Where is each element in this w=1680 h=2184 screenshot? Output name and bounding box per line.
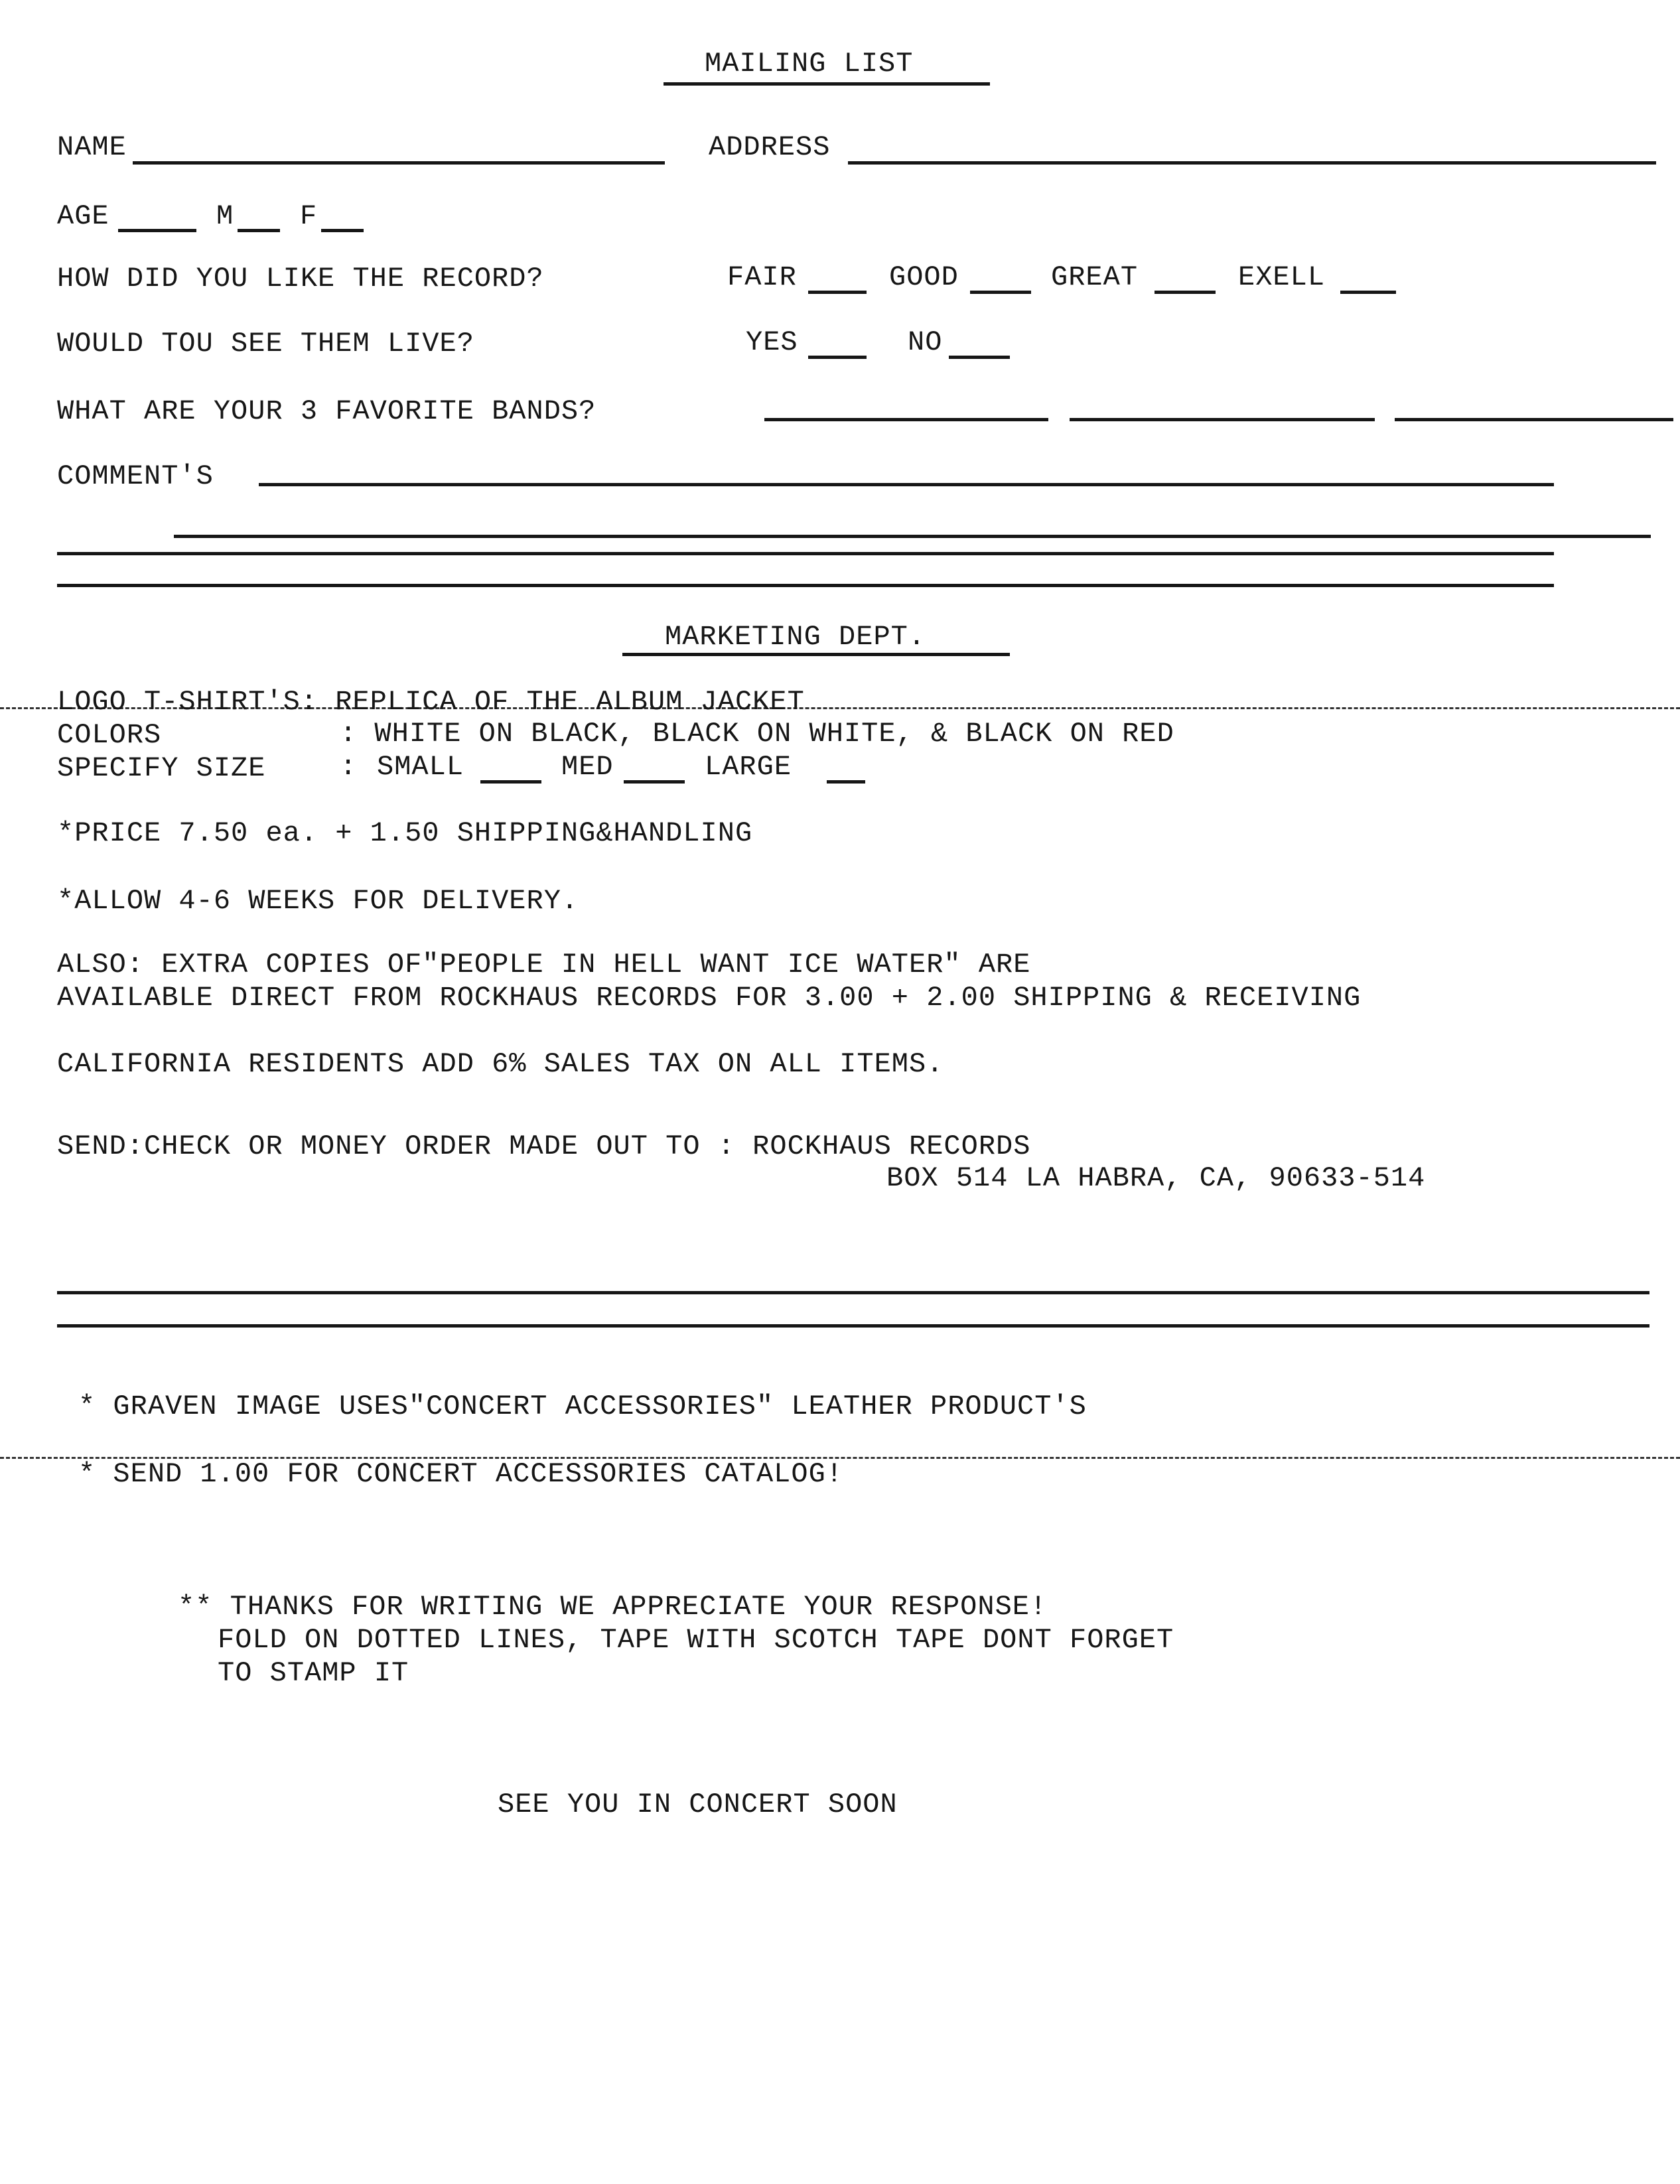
- send-line-2: BOX 514 LA HABRA, CA, 90633-514: [886, 1162, 1426, 1194]
- female-field[interactable]: [321, 229, 364, 232]
- divider-line-2: [57, 1324, 1649, 1328]
- size-small-field[interactable]: [480, 780, 541, 784]
- size-large-field[interactable]: [827, 780, 865, 784]
- mailing-list-title-underline: [664, 82, 990, 86]
- band-field-3[interactable]: [1395, 418, 1673, 421]
- thanks-line-3: TO STAMP IT: [218, 1657, 409, 1689]
- marketing-title: MARKETING DEPT.: [665, 621, 926, 653]
- address-label: ADDRESS: [709, 131, 831, 163]
- live-no-field[interactable]: [949, 356, 1010, 359]
- rating-great-field[interactable]: [1155, 291, 1216, 294]
- age-field[interactable]: [118, 229, 196, 232]
- size-small-label: SMALL: [377, 751, 464, 783]
- rating-good-field[interactable]: [970, 291, 1031, 294]
- comments-field-1[interactable]: [259, 483, 1554, 486]
- delivery-line: *ALLOW 4-6 WEEKS FOR DELIVERY.: [57, 885, 579, 917]
- also-line-2: AVAILABLE DIRECT FROM ROCKHAUS RECORDS FOR 3.00 + 2.00 SHIPPING & RECEIVING: [57, 982, 1362, 1014]
- rating-great-label: GREAT: [1051, 261, 1139, 293]
- record-question: HOW DID YOU LIKE THE RECORD?: [57, 263, 544, 295]
- graven-line: * GRAVEN IMAGE USES"CONCERT ACCESSORIES" LEATHER PRODUCT'S: [78, 1391, 1087, 1422]
- rating-exell-field[interactable]: [1340, 291, 1396, 294]
- rating-fair-field[interactable]: [808, 291, 867, 294]
- send-line-1: SEND:CHECK OR MONEY ORDER MADE OUT TO : ROCKHAUS RECORDS: [57, 1130, 1031, 1162]
- catalog-line: * SEND 1.00 FOR CONCERT ACCESSORIES CATALOG!: [78, 1458, 843, 1490]
- band-field-1[interactable]: [764, 418, 1048, 421]
- also-line-1: ALSO: EXTRA COPIES OF"PEOPLE IN HELL WANT ICE WATER" ARE: [57, 949, 1031, 981]
- comments-field-4[interactable]: [57, 584, 1554, 587]
- divider-line-1: [57, 1291, 1649, 1294]
- live-yes-label: YES: [746, 326, 798, 358]
- size-label: SPECIFY SIZE: [57, 752, 266, 784]
- size-med-label: MED: [561, 751, 614, 783]
- male-field[interactable]: [238, 229, 280, 232]
- bands-question: WHAT ARE YOUR 3 FAVORITE BANDS?: [57, 395, 596, 427]
- rating-exell-label: EXELL: [1238, 261, 1326, 293]
- live-yes-field[interactable]: [808, 356, 867, 359]
- mailing-list-title: MAILING LIST: [705, 48, 914, 80]
- live-question: WOULD TOU SEE THEM LIVE?: [57, 328, 474, 360]
- size-med-field[interactable]: [624, 780, 685, 784]
- address-field[interactable]: [848, 161, 1656, 165]
- colors-value: : WHITE ON BLACK, BLACK ON WHITE, & BLACK ON RED: [340, 718, 1174, 750]
- size-large-label: LARGE: [705, 751, 792, 783]
- rating-good-label: GOOD: [889, 261, 959, 293]
- comments-field-2[interactable]: [174, 535, 1651, 538]
- thanks-line-2: FOLD ON DOTTED LINES, TAPE WITH SCOTCH TAPE DONT FORGET: [218, 1624, 1174, 1656]
- comments-field-3[interactable]: [57, 552, 1554, 555]
- band-field-2[interactable]: [1070, 418, 1375, 421]
- thanks-line-1: ** THANKS FOR WRITING WE APPRECIATE YOUR RESPONSE!: [178, 1591, 1048, 1623]
- tax-line: CALIFORNIA RESIDENTS ADD 6% SALES TAX ON ALL ITEMS.: [57, 1048, 944, 1080]
- name-field[interactable]: [133, 161, 665, 165]
- price-line: *PRICE 7.50 ea. + 1.50 SHIPPING&HANDLING: [57, 817, 753, 849]
- marketing-title-underline: [622, 653, 1010, 656]
- tshirt-line: LOGO T-SHIRT'S: REPLICA OF THE ALBUM JACKET: [57, 686, 805, 718]
- closing-line: SEE YOU IN CONCERT SOON: [498, 1789, 898, 1820]
- size-colon: :: [340, 751, 358, 783]
- male-label: M: [216, 200, 234, 232]
- female-label: F: [300, 200, 318, 232]
- comments-label: COMMENT'S: [57, 460, 214, 492]
- age-label: AGE: [57, 200, 109, 232]
- name-label: NAME: [57, 131, 127, 163]
- colors-label: COLORS: [57, 719, 162, 751]
- rating-fair-label: FAIR: [727, 261, 797, 293]
- live-no-label: NO: [908, 326, 943, 358]
